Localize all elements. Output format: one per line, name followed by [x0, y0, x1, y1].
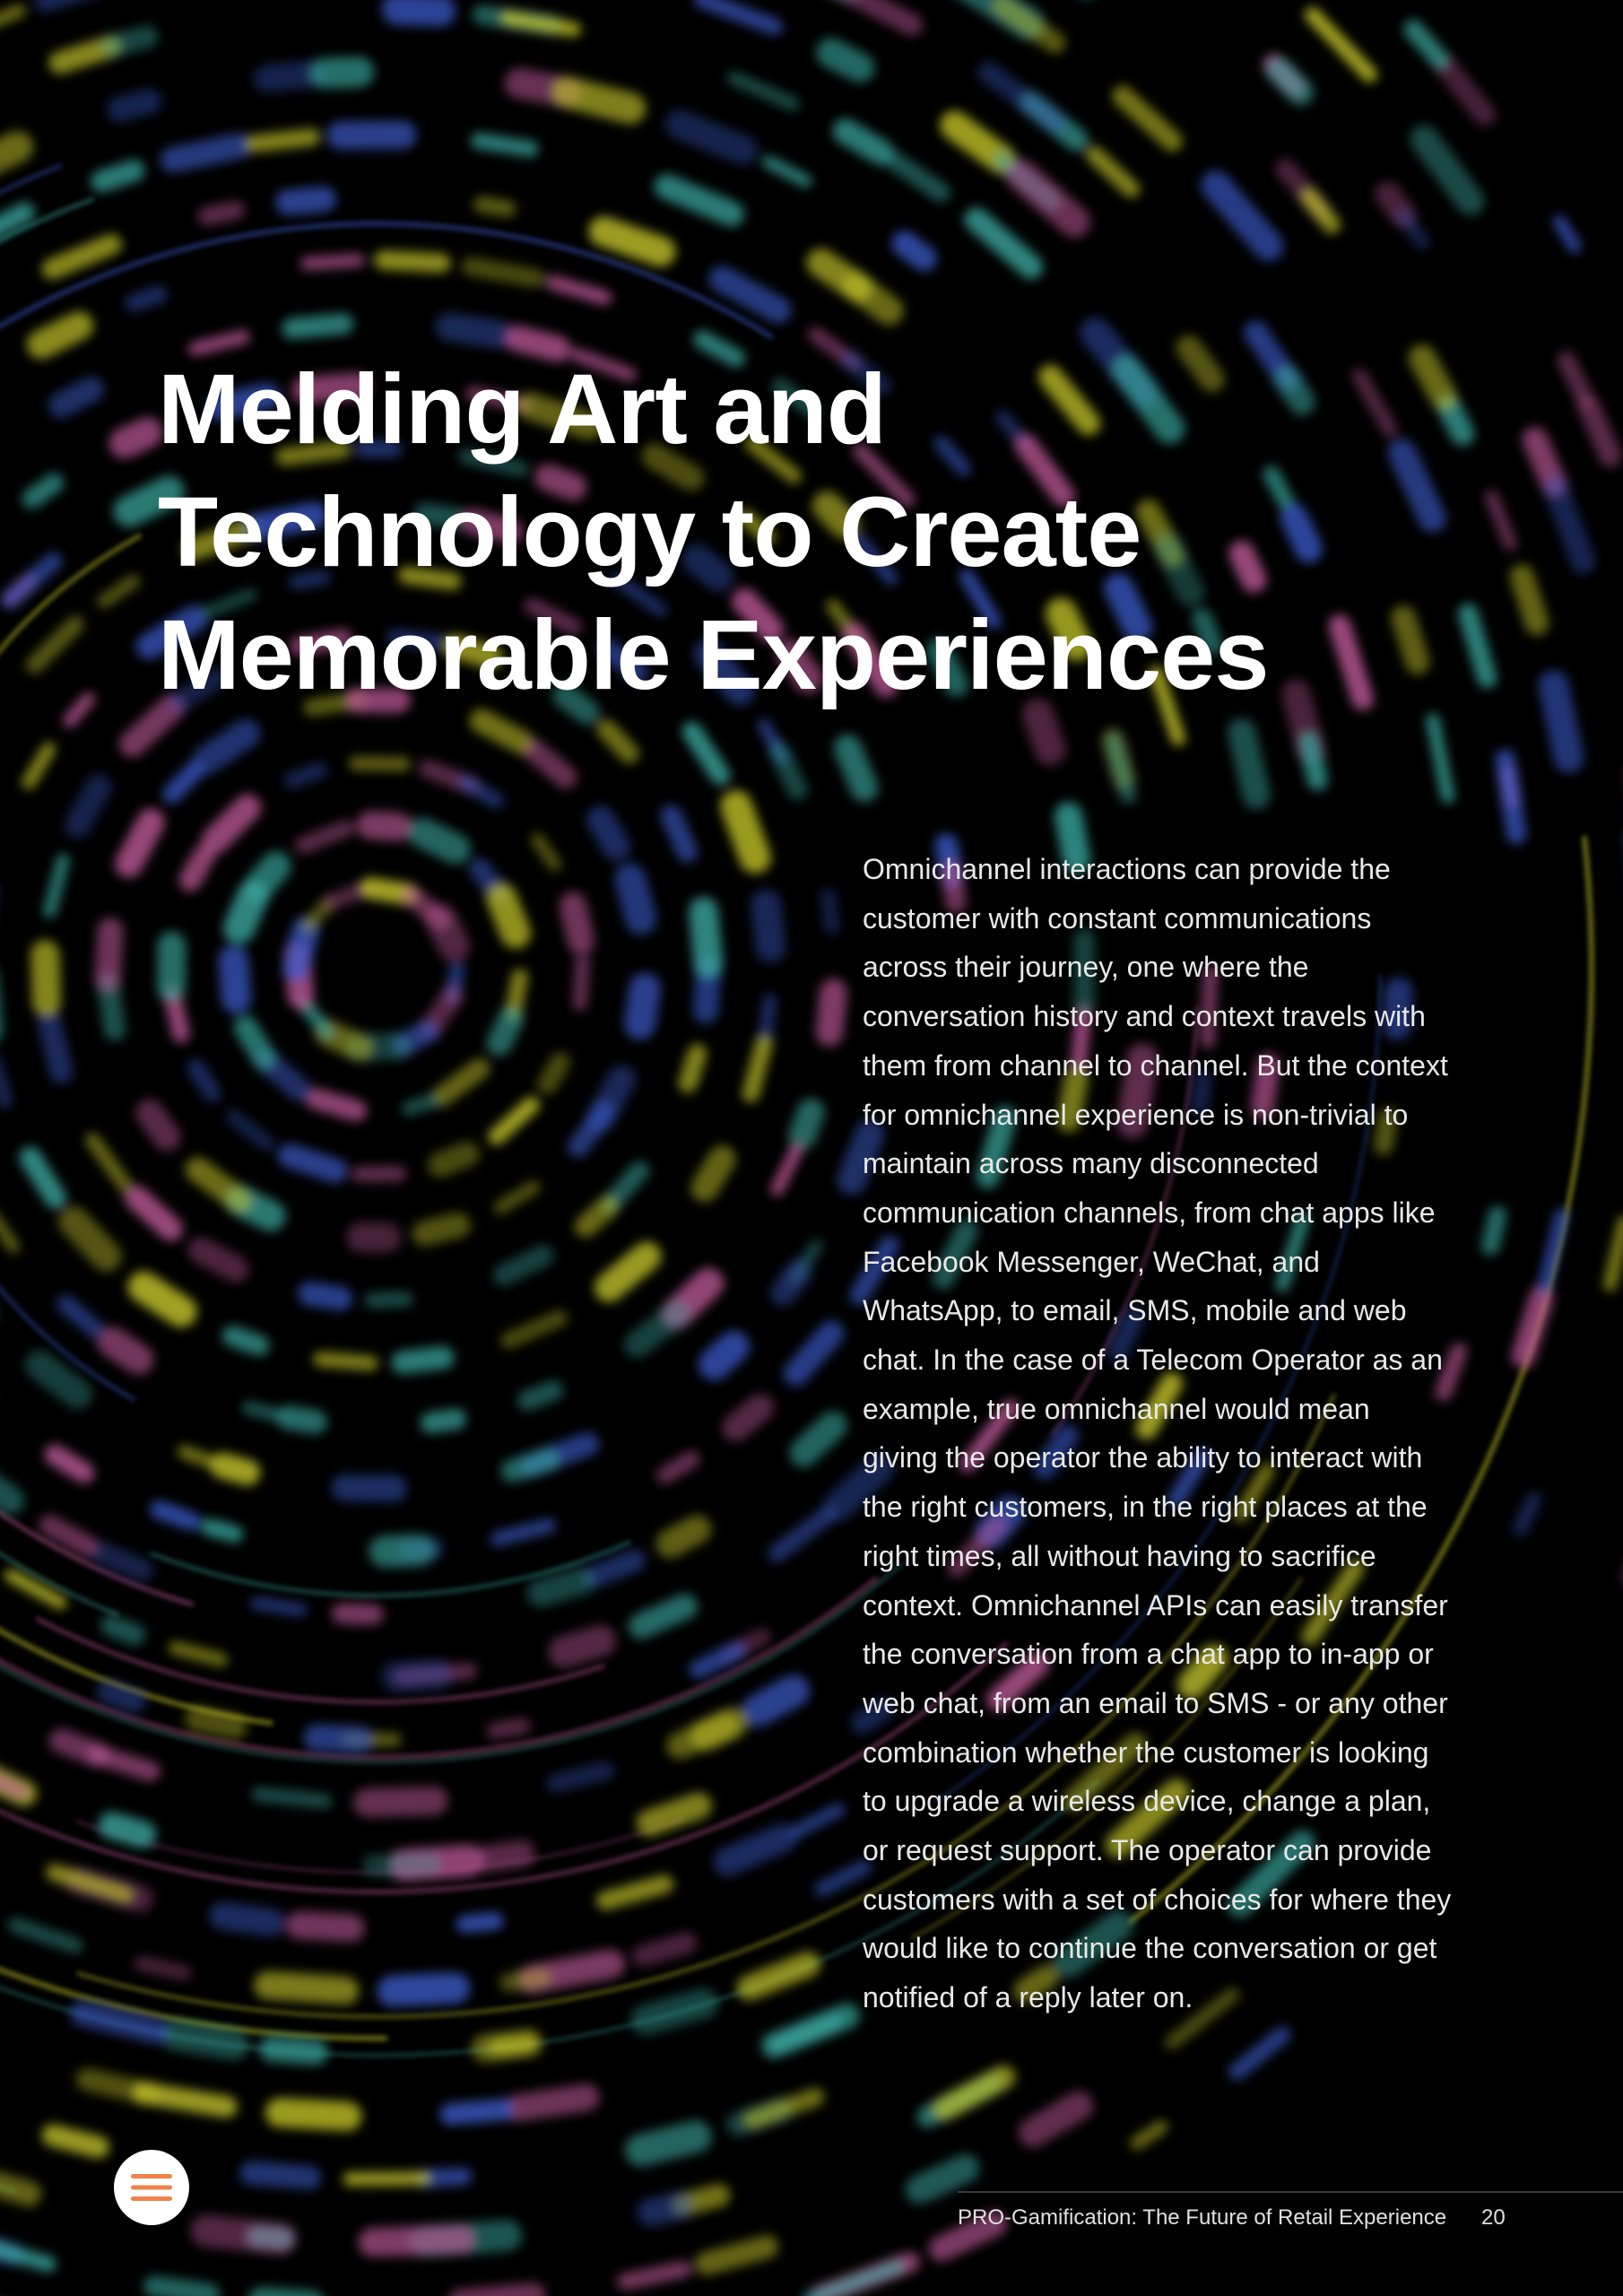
light-dash: [707, 2247, 767, 2264]
light-dash: [1506, 759, 1517, 834]
light-dash: [223, 1916, 272, 1922]
body-line: customers with a set of choices for where they: [863, 1883, 1452, 1916]
light-dash: [50, 860, 64, 911]
light-dash: [92, 1140, 124, 1184]
light-dash: [1309, 741, 1318, 779]
light-dash: [564, 1641, 601, 1652]
light-dash: [142, 1963, 185, 1972]
light-dash: [101, 170, 134, 181]
light-dash: [504, 1256, 543, 1275]
light-dash: [751, 1044, 764, 1094]
light-dash: [184, 1452, 208, 1461]
light-dash: [268, 1986, 345, 1991]
light-dash: [397, 1674, 438, 1677]
light-dash: [195, 1068, 213, 1094]
light-dash: [1610, 1222, 1623, 1284]
light-dash: [643, 1943, 687, 1955]
light-dash: [944, 2077, 1003, 2109]
light-dash: [325, 72, 359, 74]
light-dash: [735, 1407, 760, 1428]
light-dash: [705, 1160, 723, 1188]
light-dash: [630, 879, 641, 919]
light-dash: [172, 770, 195, 794]
light-dash: [498, 1526, 549, 1539]
light-dash: [626, 2269, 684, 2282]
body-line: the right customers, in the right places at the: [863, 1491, 1428, 1524]
light-dash: [518, 2098, 586, 2109]
light-dash: [11, 1576, 60, 1603]
title-line: Memorable Experiences: [158, 600, 1269, 710]
footer-divider: [958, 2191, 1623, 2193]
light-dash: [232, 1336, 258, 1345]
light-dash: [425, 1225, 458, 1233]
light-dash: [580, 961, 583, 1003]
light-dash: [586, 1206, 608, 1226]
light-dash: [0, 147, 18, 167]
light-dash: [606, 729, 629, 753]
light-dash: [143, 2092, 227, 2107]
light-dash: [1544, 1214, 1562, 1287]
light-dash: [896, 161, 942, 193]
light-dash: [665, 1459, 691, 1475]
light-dash: [61, 1741, 97, 1754]
light-dash: [45, 954, 47, 1002]
light-dash: [774, 2016, 846, 2046]
light-dash: [290, 1156, 335, 1171]
light-dash: [795, 1810, 838, 1832]
body-paragraph: [863, 845, 1508, 2022]
light-dash: [373, 2239, 461, 2242]
body-line: would like to continue the conversation or get: [863, 1932, 1437, 1965]
light-dash: [0, 2183, 29, 2194]
light-dash: [688, 1054, 698, 1083]
light-dash: [1137, 2127, 1161, 2144]
light-dash: [440, 1154, 467, 1165]
light-dash: [482, 721, 523, 744]
title-line: Technology to Create: [158, 477, 1141, 587]
light-dash: [209, 1527, 235, 1535]
light-dash: [680, 125, 743, 151]
light-dash: [752, 2097, 815, 2119]
light-dash: [304, 1004, 327, 1033]
body-line: example, true omnichannel would mean: [863, 1392, 1370, 1425]
light-dash: [233, 961, 236, 999]
light-dash: [201, 1250, 236, 1269]
light-dash: [822, 1867, 864, 1889]
light-dash: [259, 866, 276, 887]
light-dash: [292, 324, 343, 328]
light-dash: [1567, 361, 1585, 399]
footer-document-title: PRO-Gamification: The Future of Retail Experience: [958, 2205, 1447, 2230]
light-dash: [464, 782, 496, 801]
light-dash: [317, 1737, 360, 1739]
light-dash: [839, 0, 912, 25]
light-dash: [246, 1028, 265, 1058]
light-dash: [497, 1105, 532, 1136]
light-dash: [173, 146, 239, 160]
light-dash: [360, 1174, 399, 1175]
light-dash: [154, 2286, 209, 2294]
light-dash: [119, 101, 149, 109]
light-dash: [53, 2135, 99, 2147]
light-dash: [393, 1988, 455, 1991]
light-dash: [777, 1515, 827, 1552]
light-dash: [765, 1001, 769, 1039]
light-dash: [239, 896, 253, 927]
light-dash: [734, 78, 793, 104]
light-dash: [82, 2013, 157, 2031]
light-dash: [1559, 222, 1575, 247]
body-line: customer with constant communications: [863, 901, 1372, 935]
light-dash: [548, 1063, 560, 1084]
light-dash: [1094, 154, 1132, 189]
light-dash: [134, 294, 159, 303]
light-dash: [321, 1360, 371, 1364]
light-dash: [430, 1419, 456, 1422]
light-dash: [371, 825, 399, 827]
light-dash: [136, 1197, 171, 1229]
light-dash: [508, 1318, 560, 1341]
light-dash: [498, 2043, 528, 2047]
light-dash: [783, 1272, 799, 1292]
light-dash: [69, 699, 88, 721]
light-dash: [1523, 1298, 1541, 1357]
light-dash: [425, 2177, 463, 2179]
light-dash: [160, 1509, 192, 1521]
light-dash: [640, 988, 646, 1023]
light-dash: [291, 770, 319, 781]
light-dash: [766, 904, 770, 947]
light-dash: [113, 37, 147, 46]
light-dash: [651, 2205, 679, 2212]
light-dash: [289, 1418, 316, 1422]
light-dash: [255, 137, 312, 144]
light-dash: [736, 806, 755, 858]
light-dash: [847, 748, 864, 788]
light-dash: [129, 822, 152, 864]
light-dash: [777, 1150, 797, 1189]
light-dash: [49, 1022, 62, 1072]
light-dash: [920, 2169, 966, 2190]
light-dash: [308, 905, 327, 926]
light-dash: [499, 1019, 511, 1043]
light-dash: [699, 1650, 737, 1669]
hamburger-menu-icon: [114, 2150, 189, 2225]
body-line: the conversation from a chat app to in-app or: [863, 1638, 1434, 1671]
light-dash: [1403, 215, 1423, 243]
light-dash: [479, 141, 531, 149]
light-dash: [289, 199, 324, 203]
light-dash: [61, 389, 91, 405]
light-dash: [541, 1581, 581, 1593]
light-dash: [35, 624, 75, 665]
body-line: notified of a reply later on.: [863, 1981, 1193, 2014]
light-dash: [535, 752, 566, 778]
light-dash: [403, 1358, 443, 1362]
body-line: communication channels, from chat apps like: [863, 1196, 1436, 1229]
light-dash: [397, 9, 440, 11]
light-dash: [46, 0, 98, 2]
light-dash: [307, 260, 358, 264]
light-dash: [1279, 70, 1301, 92]
light-dash: [310, 1293, 341, 1298]
light-dash: [451, 2109, 505, 2114]
light-dash: [988, 73, 1056, 123]
body-line: giving the operator the ability to interact with: [863, 1441, 1423, 1474]
light-dash: [303, 829, 346, 846]
light-dash: [207, 211, 236, 217]
light-dash: [112, 1825, 143, 1834]
body-line: combination whether the customer is looking: [863, 1735, 1429, 1769]
light-dash: [641, 1606, 685, 1626]
light-dash: [1309, 196, 1332, 225]
body-line: Omnichannel interactions can provide the: [863, 853, 1391, 885]
light-dash: [1242, 733, 1256, 796]
light-dash: [954, 126, 1002, 160]
light-dash: [501, 898, 516, 933]
light-dash: [0, 1215, 13, 1247]
light-dash: [638, 1313, 678, 1344]
light-dash: [52, 245, 111, 269]
light-dash: [1554, 685, 1569, 758]
light-dash: [680, 1726, 725, 1746]
light-dash: [667, 187, 732, 213]
light-dash: [384, 260, 441, 263]
light-dash: [150, 1113, 167, 1137]
light-dash: [846, 131, 881, 152]
light-dash: [803, 1112, 812, 1136]
light-dash: [206, 2231, 281, 2239]
light-dash: [605, 1884, 664, 1900]
light-dash: [758, 1691, 794, 1710]
light-dash: [1424, 139, 1471, 201]
body-line: conversation history and context travels with: [863, 1000, 1426, 1033]
light-dash: [440, 919, 454, 945]
light-dash: [10, 561, 54, 600]
light-dash: [65, 1304, 96, 1330]
light-dash: [450, 327, 500, 335]
body-line: across their journey, one where the: [863, 951, 1309, 984]
light-dash: [1446, 67, 1485, 115]
light-dash: [176, 1648, 221, 1660]
light-dash: [692, 732, 721, 776]
light-dash: [750, 1964, 808, 1987]
light-dash: [603, 231, 661, 251]
light-dash: [252, 2173, 309, 2178]
light-dash: [39, 1365, 77, 1395]
body-line: them from channel to channel. But the context: [863, 1048, 1448, 1082]
light-dash: [829, 993, 833, 1033]
menu-button[interactable]: [114, 2150, 189, 2225]
light-dash: [197, 1719, 234, 1727]
light-dash: [29, 749, 48, 782]
light-dash: [482, 204, 508, 209]
light-dash: [49, 1526, 88, 1546]
light-dash: [601, 820, 617, 848]
light-dash: [55, 1455, 83, 1473]
light-dash: [646, 2004, 703, 2020]
light-dash: [1002, 6, 1055, 43]
title-line: Melding Art and: [158, 354, 886, 465]
light-dash: [206, 734, 246, 761]
light-dash: [1033, 2106, 1079, 2133]
light-dash: [829, 896, 832, 927]
light-dash: [198, 1170, 240, 1200]
light-dash: [0, 1060, 4, 1101]
light-dash: [578, 1111, 605, 1147]
light-dash: [1522, 577, 1537, 623]
light-dash: [257, 1604, 301, 1611]
light-dash: [1589, 407, 1610, 456]
body-line: or request support. The operator can provide: [863, 1834, 1432, 1867]
light-dash: [649, 1805, 699, 1822]
light-dash: [108, 931, 110, 979]
body-line: maintain across many disconnected: [863, 1147, 1319, 1180]
light-dash: [112, 1342, 138, 1359]
light-dash: [727, 1839, 782, 1862]
light-dash: [702, 0, 774, 27]
light-dash: [222, 1465, 247, 1473]
page-title: [158, 348, 1503, 717]
light-dash: [537, 839, 554, 865]
light-dash: [1313, 15, 1370, 75]
light-dash: [976, 220, 1031, 267]
light-dash: [296, 930, 306, 969]
light-dash: [1413, 30, 1440, 60]
light-dash: [345, 1488, 394, 1489]
body-line: WhatsApp, to email, SMS, mobile and web: [863, 1294, 1407, 1327]
light-dash: [553, 283, 604, 298]
light-dash: [368, 1801, 434, 1803]
light-dash: [556, 1770, 605, 1783]
light-dash: [495, 1726, 522, 1731]
light-dash: [704, 911, 709, 964]
light-dash: [471, 266, 535, 278]
light-dash: [856, 286, 890, 310]
light-dash: [641, 2136, 696, 2150]
light-dash: [512, 1459, 549, 1471]
light-dash: [1216, 186, 1269, 247]
light-dash: [1237, 2035, 1283, 2072]
light-dash: [1037, 714, 1050, 749]
light-dash: [508, 1978, 542, 1982]
light-dash: [374, 1864, 430, 1866]
light-dash: [442, 1069, 480, 1097]
light-dash: [299, 1926, 351, 1928]
light-dash: [143, 1287, 181, 1312]
light-dash: [1123, 96, 1173, 141]
light-dash: [768, 162, 805, 181]
light-dash: [714, 1346, 733, 1364]
light-dash: [904, 243, 924, 258]
light-dash: [55, 1873, 126, 1895]
light-dash: [125, 432, 148, 443]
body-line: web chat, from an email to SMS - or any other: [863, 1686, 1448, 1719]
light-dash: [489, 1854, 522, 1858]
light-dash: [527, 1390, 553, 1400]
light-dash: [1520, 1500, 1534, 1529]
body-line: to upgrade a wireless device, change a plan,: [863, 1785, 1431, 1818]
light-dash: [573, 906, 581, 942]
light-dash: [108, 1692, 134, 1701]
light-dash: [32, 483, 55, 499]
light-dash: [0, 1483, 11, 1500]
light-dash: [41, 326, 79, 344]
light-dash: [595, 1561, 634, 1577]
light-dash: [259, 1795, 325, 1802]
body-line: right times, all without having to sacrifice: [863, 1539, 1376, 1572]
page-number: 20: [1481, 2205, 1506, 2230]
light-dash: [74, 1222, 107, 1257]
light-dash: [233, 1117, 267, 1144]
light-dash: [609, 1257, 647, 1288]
light-dash: [409, 1100, 433, 1109]
light-dash: [385, 1550, 419, 1552]
light-dash: [104, 581, 134, 602]
light-dash: [0, 11, 20, 42]
light-dash: [567, 92, 630, 109]
light-dash: [1556, 487, 1584, 561]
light-dash: [215, 808, 247, 841]
light-dash: [796, 1333, 832, 1373]
light-dash: [30, 1158, 56, 1198]
light-dash: [779, 752, 798, 790]
light-dash: [190, 857, 204, 881]
light-dash: [280, 2113, 347, 2117]
light-dash: [15, 1925, 75, 1945]
light-dash: [111, 1626, 135, 1635]
light-dash: [500, 1187, 534, 1207]
body-line: Facebook Messenger, WeChat, and: [863, 1245, 1320, 1278]
light-dash: [465, 1921, 495, 1925]
light-dash: [195, 337, 243, 349]
light-dash: [101, 1552, 142, 1570]
body-line: context. Omnichannel APIs can easily transfer: [863, 1588, 1448, 1622]
light-dash: [356, 763, 404, 764]
light-dash: [273, 2048, 316, 2052]
light-dash: [248, 1408, 277, 1415]
light-dash: [1433, 720, 1448, 796]
body-line: for omnichannel experience is non-trivial to: [863, 1098, 1409, 1131]
light-dash: [1021, 175, 1075, 222]
light-dash: [78, 787, 100, 825]
body-line: chat. In the case of a Telecom Operator as an: [863, 1344, 1443, 1377]
light-dash: [342, 1613, 373, 1614]
light-dash: [671, 815, 687, 852]
light-dash: [267, 74, 309, 79]
light-dash: [316, 1099, 356, 1110]
light-dash: [831, 53, 860, 68]
light-dash: [177, 2035, 234, 2044]
light-dash: [722, 279, 778, 310]
light-dash: [803, 1425, 833, 1453]
light-dash: [423, 833, 456, 849]
light-dash: [671, 1529, 698, 1544]
